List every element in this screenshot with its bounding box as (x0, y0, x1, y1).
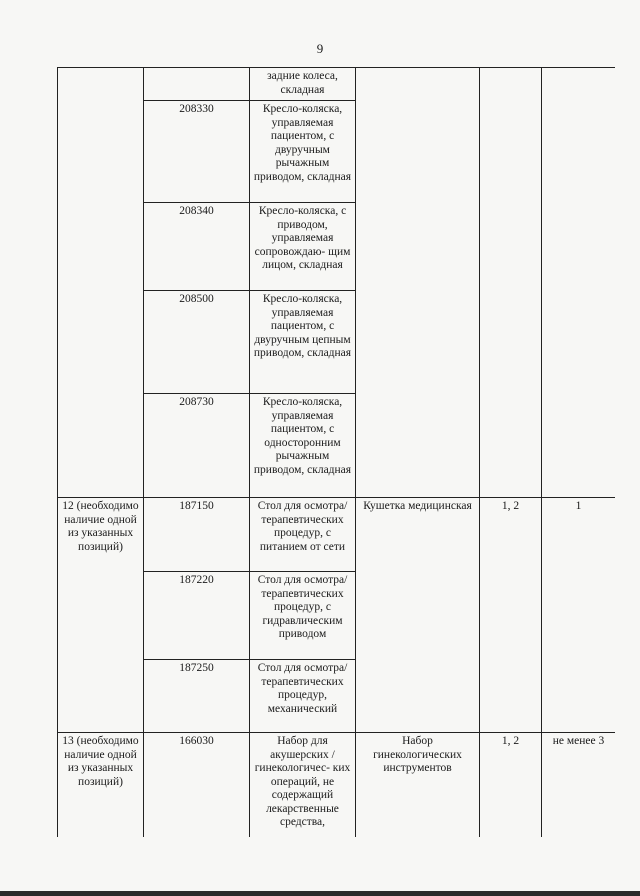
equipment-table (57, 67, 615, 837)
code-cell: 166030 (144, 733, 250, 838)
code-cell: 208340 (144, 203, 250, 291)
page-number: 9 (316, 41, 324, 56)
code-cell: 208330 (144, 101, 250, 203)
code-cell: 208730 (144, 394, 250, 498)
code-cell (144, 68, 250, 101)
position-number-cell: 13 (необходимо наличие одной из указанных позиций) (58, 733, 144, 838)
position-number-cell: 12 (необходимо наличие одной из указанных позиций) (58, 498, 144, 733)
name-cell: Набор для акушерских /гинекологичес- ких операций, не содержащий лекарственные средства, (250, 733, 356, 838)
code-cell: 187250 (144, 660, 250, 733)
name-cell: Стол для осмотра/ терапевтических процедур, с питанием от сети (250, 498, 356, 572)
table-row (58, 498, 616, 572)
name-cell: задние колеса, складная (250, 68, 356, 101)
name-cell: Стол для осмотра/ терапевтических процедур, с гидравлическим приводом (250, 572, 356, 660)
name-cell: Кресло-коляска, управляемая пациентом, с двуручным рычажным приводом, складная (250, 101, 356, 203)
table-row (58, 733, 616, 838)
position-number-cell (58, 68, 144, 498)
name-cell: Стол для осмотра/ терапевтических процедур, механический (250, 660, 356, 733)
quantity-cell: 1 (542, 498, 616, 733)
name-cell: Кресло-коляска, с приводом, управляемая сопровождаю- щим лицом, складная (250, 203, 356, 291)
item-cell: Кушетка медицинская (356, 498, 480, 733)
name-cell: Кресло-коляска, управляемая пациентом, с двуручным цепным приводом, складная (250, 291, 356, 394)
scan-bottom-edge (0, 891, 640, 896)
name-cell: Кресло-коляска, управляемая пациентом, с односторонним рычажным приводом, складная (250, 394, 356, 498)
item-cell (356, 68, 480, 498)
table-row (58, 68, 616, 101)
code-cell: 187150 (144, 498, 250, 572)
code-cell: 187220 (144, 572, 250, 660)
sections-cell (480, 68, 542, 498)
quantity-cell (542, 68, 616, 498)
item-cell: Набор гинекологических инструментов (356, 733, 480, 838)
quantity-cell: не менее 3 (542, 733, 616, 838)
sections-cell: 1, 2 (480, 498, 542, 733)
code-cell: 208500 (144, 291, 250, 394)
sections-cell: 1, 2 (480, 733, 542, 838)
